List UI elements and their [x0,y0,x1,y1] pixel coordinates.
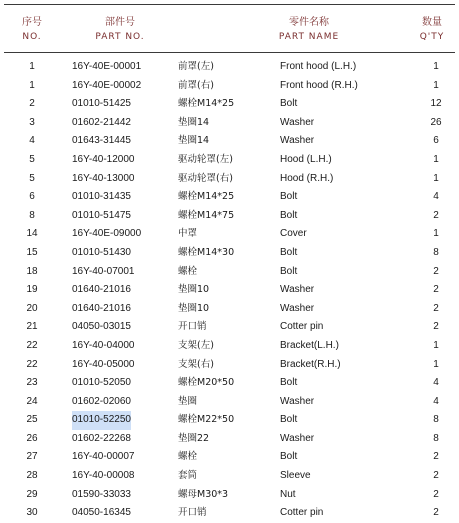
row-name-cn: 螺栓M14*30 [178,246,235,258]
row-name-cn: 螺栓M14*25 [178,191,235,203]
table-row [4,318,455,337]
table-row [4,77,455,96]
row-name-en: Cover [280,228,307,240]
row-part-number: 16Y-40E-00001 [72,61,142,72]
row-part-number: 16Y-40-00007 [72,451,135,463]
table-row [4,356,455,375]
row-quantity: 2 [433,302,439,314]
row-name-en: Bolt [280,209,298,221]
row-name-cn: 垫圈10 [178,284,210,296]
row-quantity: 1 [433,172,439,184]
row-name-en: Front hood (R.H.) [280,79,358,91]
row-quantity: 2 [433,507,439,519]
row-quantity: 1 [433,339,439,351]
row-name-cn: 螺栓M14*75 [178,209,235,221]
table-row [4,95,455,114]
row-name-cn: 螺栓M20*50 [178,377,235,389]
table-row [4,393,455,412]
row-number: 1 [29,61,35,72]
row-part-number: 01010-51425 [72,98,131,110]
row-number: 1 [29,79,35,91]
row-name-en: Hood (R.H.) [280,172,334,184]
row-number: 20 [26,302,38,314]
row-part-number: 01602-02060 [72,395,131,407]
row-number: 19 [26,284,38,296]
table-row [4,188,455,207]
row-part-number: 16Y-40-12000 [72,153,135,165]
row-name-en: Washer [280,395,315,407]
table-row [4,151,455,170]
row-name-cn: 开口销 [178,507,207,519]
row-quantity: 26 [430,116,442,128]
row-name-en: Bracket(R.H.) [280,358,341,370]
row-quantity: 2 [433,284,439,296]
row-number: 5 [29,153,35,165]
row-name-cn: 前罩(左) [178,61,214,72]
row-quantity: 12 [430,98,442,110]
row-name-en: Sleeve [280,470,311,482]
table-row [4,504,455,523]
row-name-en: Bolt [280,451,298,463]
row-name-en: Washer [280,302,315,314]
row-quantity: 8 [433,246,439,258]
row-quantity: 4 [433,191,439,203]
row-name-cn: 螺栓 [178,265,198,277]
row-quantity: 2 [433,470,439,482]
row-part-number: 01010-51430 [72,246,131,258]
header-part-en: PART NO. [95,32,145,42]
row-number: 25 [26,414,38,426]
row-name-en: Cotter pin [280,507,324,519]
table-row [4,448,455,467]
row-name-cn: 开口销 [178,321,207,333]
row-number: 27 [26,451,38,463]
row-number: 14 [26,228,38,240]
row-name-cn: 中罩 [178,228,198,240]
row-name-cn: 垫圈22 [178,432,210,444]
row-part-number: 01640-21016 [72,302,131,314]
row-part-number: 01602-22268 [72,432,131,444]
row-quantity: 1 [433,153,439,165]
row-name-cn: 驱动轮罩(右) [178,172,233,184]
row-name-en: Washer [280,116,315,128]
row-part-number: 01602-21442 [72,116,131,128]
row-name-cn: 垫圈10 [178,302,210,314]
header-qty-en: Q'TY [419,32,445,42]
table-row [4,58,455,77]
row-part-number: 01590-33033 [72,488,131,500]
row-number: 5 [29,172,35,184]
row-name-cn: 垫圈14 [178,135,210,147]
row-quantity: 6 [433,135,439,147]
row-part-number: 16Y-40-00008 [72,470,135,482]
header-no-cn: 序号 [22,17,42,28]
row-name-cn: 套筒 [178,470,198,482]
row-quantity: 4 [433,377,439,389]
row-quantity: 2 [433,321,439,333]
row-number: 30 [26,507,38,519]
table-row [4,467,455,486]
row-number: 21 [26,321,38,333]
row-name-cn: 支架(右) [178,358,214,370]
row-name-cn: 螺栓M14*25 [178,98,235,110]
row-part-number: 01010-52050 [72,377,131,389]
row-quantity: 8 [433,414,439,426]
row-part-number: 16Y-40-04000 [72,339,135,351]
row-part-number: 04050-03015 [72,321,131,333]
row-name-cn: 螺母M30*3 [178,488,229,500]
table-row [4,337,455,356]
row-name-cn: 支架(左) [178,339,214,351]
row-quantity: 2 [433,488,439,500]
table-row [4,244,455,263]
table-row [4,300,455,319]
table-row [4,263,455,282]
row-name-en: Bolt [280,265,298,277]
row-part-number: 04050-16345 [72,507,131,519]
row-quantity: 1 [433,358,439,370]
row-number: 28 [26,470,38,482]
row-part-number: 01640-21016 [72,284,131,296]
row-name-cn: 前罩(右) [178,79,214,91]
row-name-cn: 垫圈14 [178,116,210,128]
row-name-en: Bolt [280,98,298,110]
row-name-en: Cotter pin [280,321,324,333]
row-number: 6 [29,191,35,203]
row-number: 26 [26,432,38,444]
table-header [4,4,455,52]
row-part-number: 16Y-40-07001 [72,265,135,277]
row-name-cn: 驱动轮罩(左) [178,153,233,165]
row-name-en: Bolt [280,414,298,426]
row-name-en: Hood (L.H.) [280,153,332,165]
row-number: 23 [26,377,38,389]
header-name-en: PART NAME [278,32,340,42]
row-quantity: 2 [433,209,439,221]
row-number: 22 [26,339,38,351]
row-name-en: Bracket(L.H.) [280,339,339,351]
row-quantity: 1 [433,61,439,72]
row-name-en: Washer [280,432,315,444]
table-row [4,114,455,133]
row-name-cn: 螺栓M22*50 [178,414,235,426]
row-name-en: Washer [280,284,315,296]
table-row [4,225,455,244]
table-body [4,58,455,523]
row-part-number: 16Y-40E-00002 [72,79,142,91]
table-row [4,411,455,430]
header-rule [4,52,455,53]
row-number: 8 [29,209,35,221]
row-name-en: Washer [280,135,315,147]
row-name-en: Front hood (L.H.) [280,61,357,72]
row-number: 3 [29,116,35,128]
header-qty-cn: 数量 [422,17,442,28]
row-quantity: 1 [433,228,439,240]
row-part-number: 16Y-40E-09000 [72,228,142,240]
table-row [4,430,455,449]
row-name-cn: 螺栓 [178,451,198,463]
row-quantity: 2 [433,265,439,277]
table-row [4,132,455,151]
table-row [4,374,455,393]
row-number: 29 [26,488,38,500]
row-name-cn: 垫圈 [178,395,198,407]
header-part-cn: 部件号 [105,17,135,28]
header-name-cn: 零件名称 [289,17,329,28]
row-name-en: Bolt [280,377,298,389]
row-name-en: Bolt [280,246,298,258]
row-part-number: 01010-52250 [72,411,131,430]
row-name-en: Bolt [280,191,298,203]
row-quantity: 1 [433,79,439,91]
header-no-en: NO. [22,32,42,42]
row-quantity: 4 [433,395,439,407]
row-part-number: 01010-31435 [72,191,131,203]
table-row [4,486,455,505]
table-row [4,170,455,189]
row-number: 22 [26,358,38,370]
row-number: 18 [26,265,38,277]
row-quantity: 2 [433,451,439,463]
row-part-number: 01010-51475 [72,209,131,221]
table-row [4,281,455,300]
row-name-en: Nut [280,488,296,500]
row-part-number: 01643-31445 [72,135,131,147]
row-number: 4 [29,135,35,147]
row-number: 24 [26,395,38,407]
row-quantity: 8 [433,432,439,444]
row-number: 2 [29,98,35,110]
row-part-number: 16Y-40-05000 [72,358,135,370]
row-part-number: 16Y-40-13000 [72,172,135,184]
table-row [4,207,455,226]
row-number: 15 [26,246,38,258]
